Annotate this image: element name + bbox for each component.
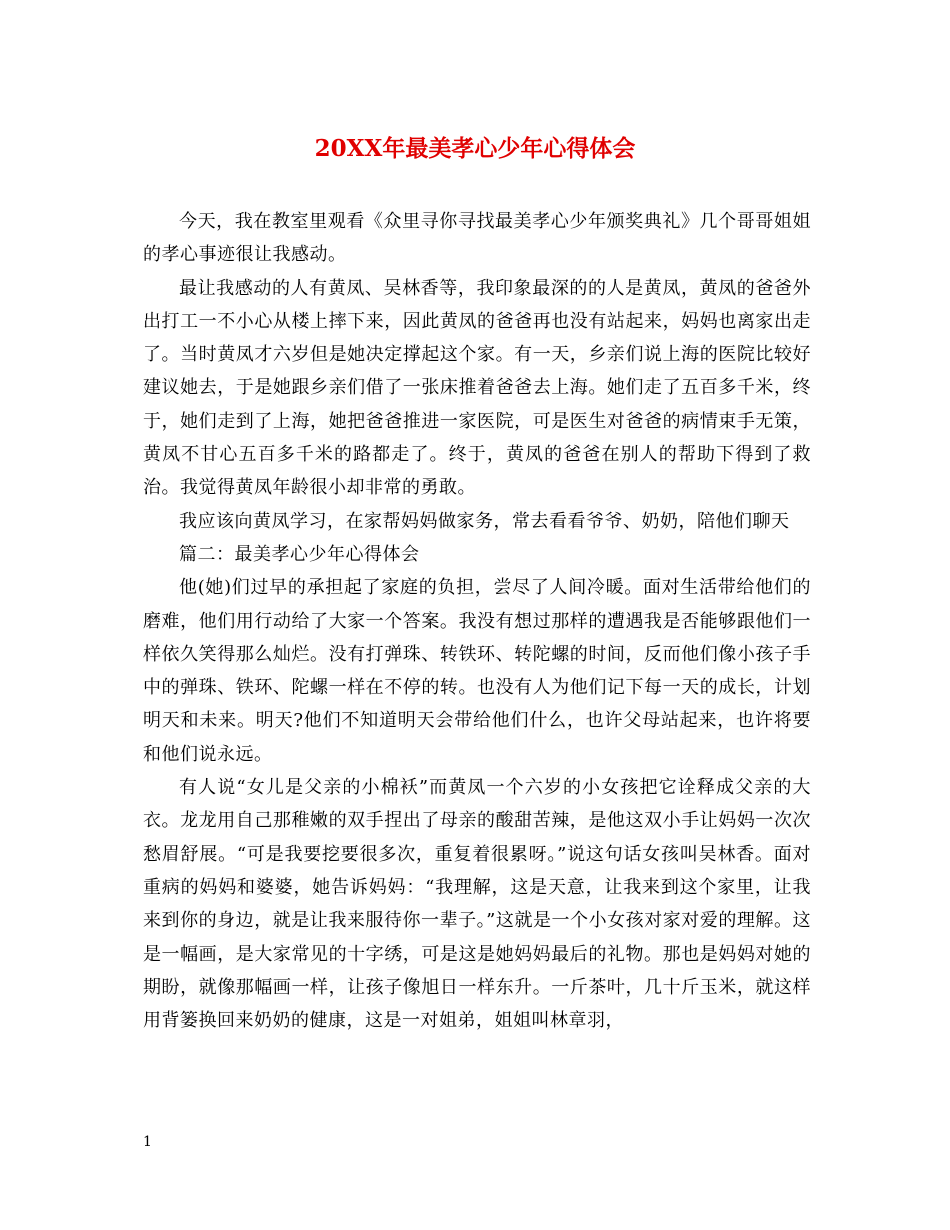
section-heading: 篇二：最美孝心少年心得体会 (179, 543, 420, 565)
paragraph-hardship: 他(她)们过早的承担起了家庭的负担，尝尽了人间冷暖。面对生活带给他们的磨难，他们用行动给了大家一个答案。我没有想过那样的遭遇我是否能够跟他们一样依久笑得那么灿烂。没有打弹珠、转铁环、转陀螺的时间，反而他们像小孩子手中的弹珠、铁环、陀螺一样在不停的转。也没有人为他们记下每一天的成长，计划明天和未来。明天?他们不知道明天会带给他们什么，也许父母站起来，也许将要和他们说永远。 (143, 577, 811, 765)
document-body (143, 205, 811, 1037)
document-title: 20XX年最美孝心少年心得体会 (314, 135, 636, 162)
page-number: 1 (143, 1134, 152, 1150)
paragraph-examples: 有人说“女儿是父亲的小棉袄”而黄凤一个六岁的小女孩把它诠释成父亲的大衣。龙龙用自己那稚嫩的双手捏出了母亲的酸甜苦辣，是他这双小手让妈妈一次次愁眉舒展。“可是我要挖要很多次，重复着很累呀。”说这句话女孩叫吴林香。面对重病的妈妈和婆婆，她告诉妈妈：“我理解，这是天意，让我来到这个家里，让我来到你的身边，就是让我来服待你一辈子。”这就是一个小女孩对家对爱的理解。这是一幅画，是大家常见的十字绣，可是这是她妈妈最后的礼物。那也是妈妈对她的期盼，就像那幅画一样，让孩子像旭日一样东升。一斤茶叶，几十斤玉米，就这样用背篓换回来奶奶的健康，这是一对姐弟，姐姐叫林章羽， (143, 777, 811, 1032)
paragraph-huangfeng-story: 最让我感动的人有黄凤、吴林香等，我印象最深的的人是黄凤，黄凤的爸爸外出打工一不小心从楼上摔下来，因此黄凤的爸爸再也没有站起来，妈妈也离家出走了。当时黄凤才六岁但是她决定撑起这个家。有一天，乡亲们说上海的医院比较好建议她去，于是她跟乡亲们借了一张床推着爸爸去上海。她们走了五百多千米，终于，她们走到了上海，她把爸爸推进一家医院，可是医生对爸爸的病情束手无策，黄凤不甘心五百多千米的路都走了。终于，黄凤的爸爸在别人的帮助下得到了救治。我觉得黄凤年龄很小却非常的勇敢。 (143, 277, 811, 499)
paragraph-learning: 我应该向黄凤学习，在家帮妈妈做家务，常去看看爷爷、奶奶，陪他们聊天 (179, 510, 790, 532)
paragraph-intro: 今天，我在教室里观看《众里寻你寻找最美孝心少年颁奖典礼》几个哥哥姐姐的孝心事迹很让我感动。 (143, 211, 811, 266)
